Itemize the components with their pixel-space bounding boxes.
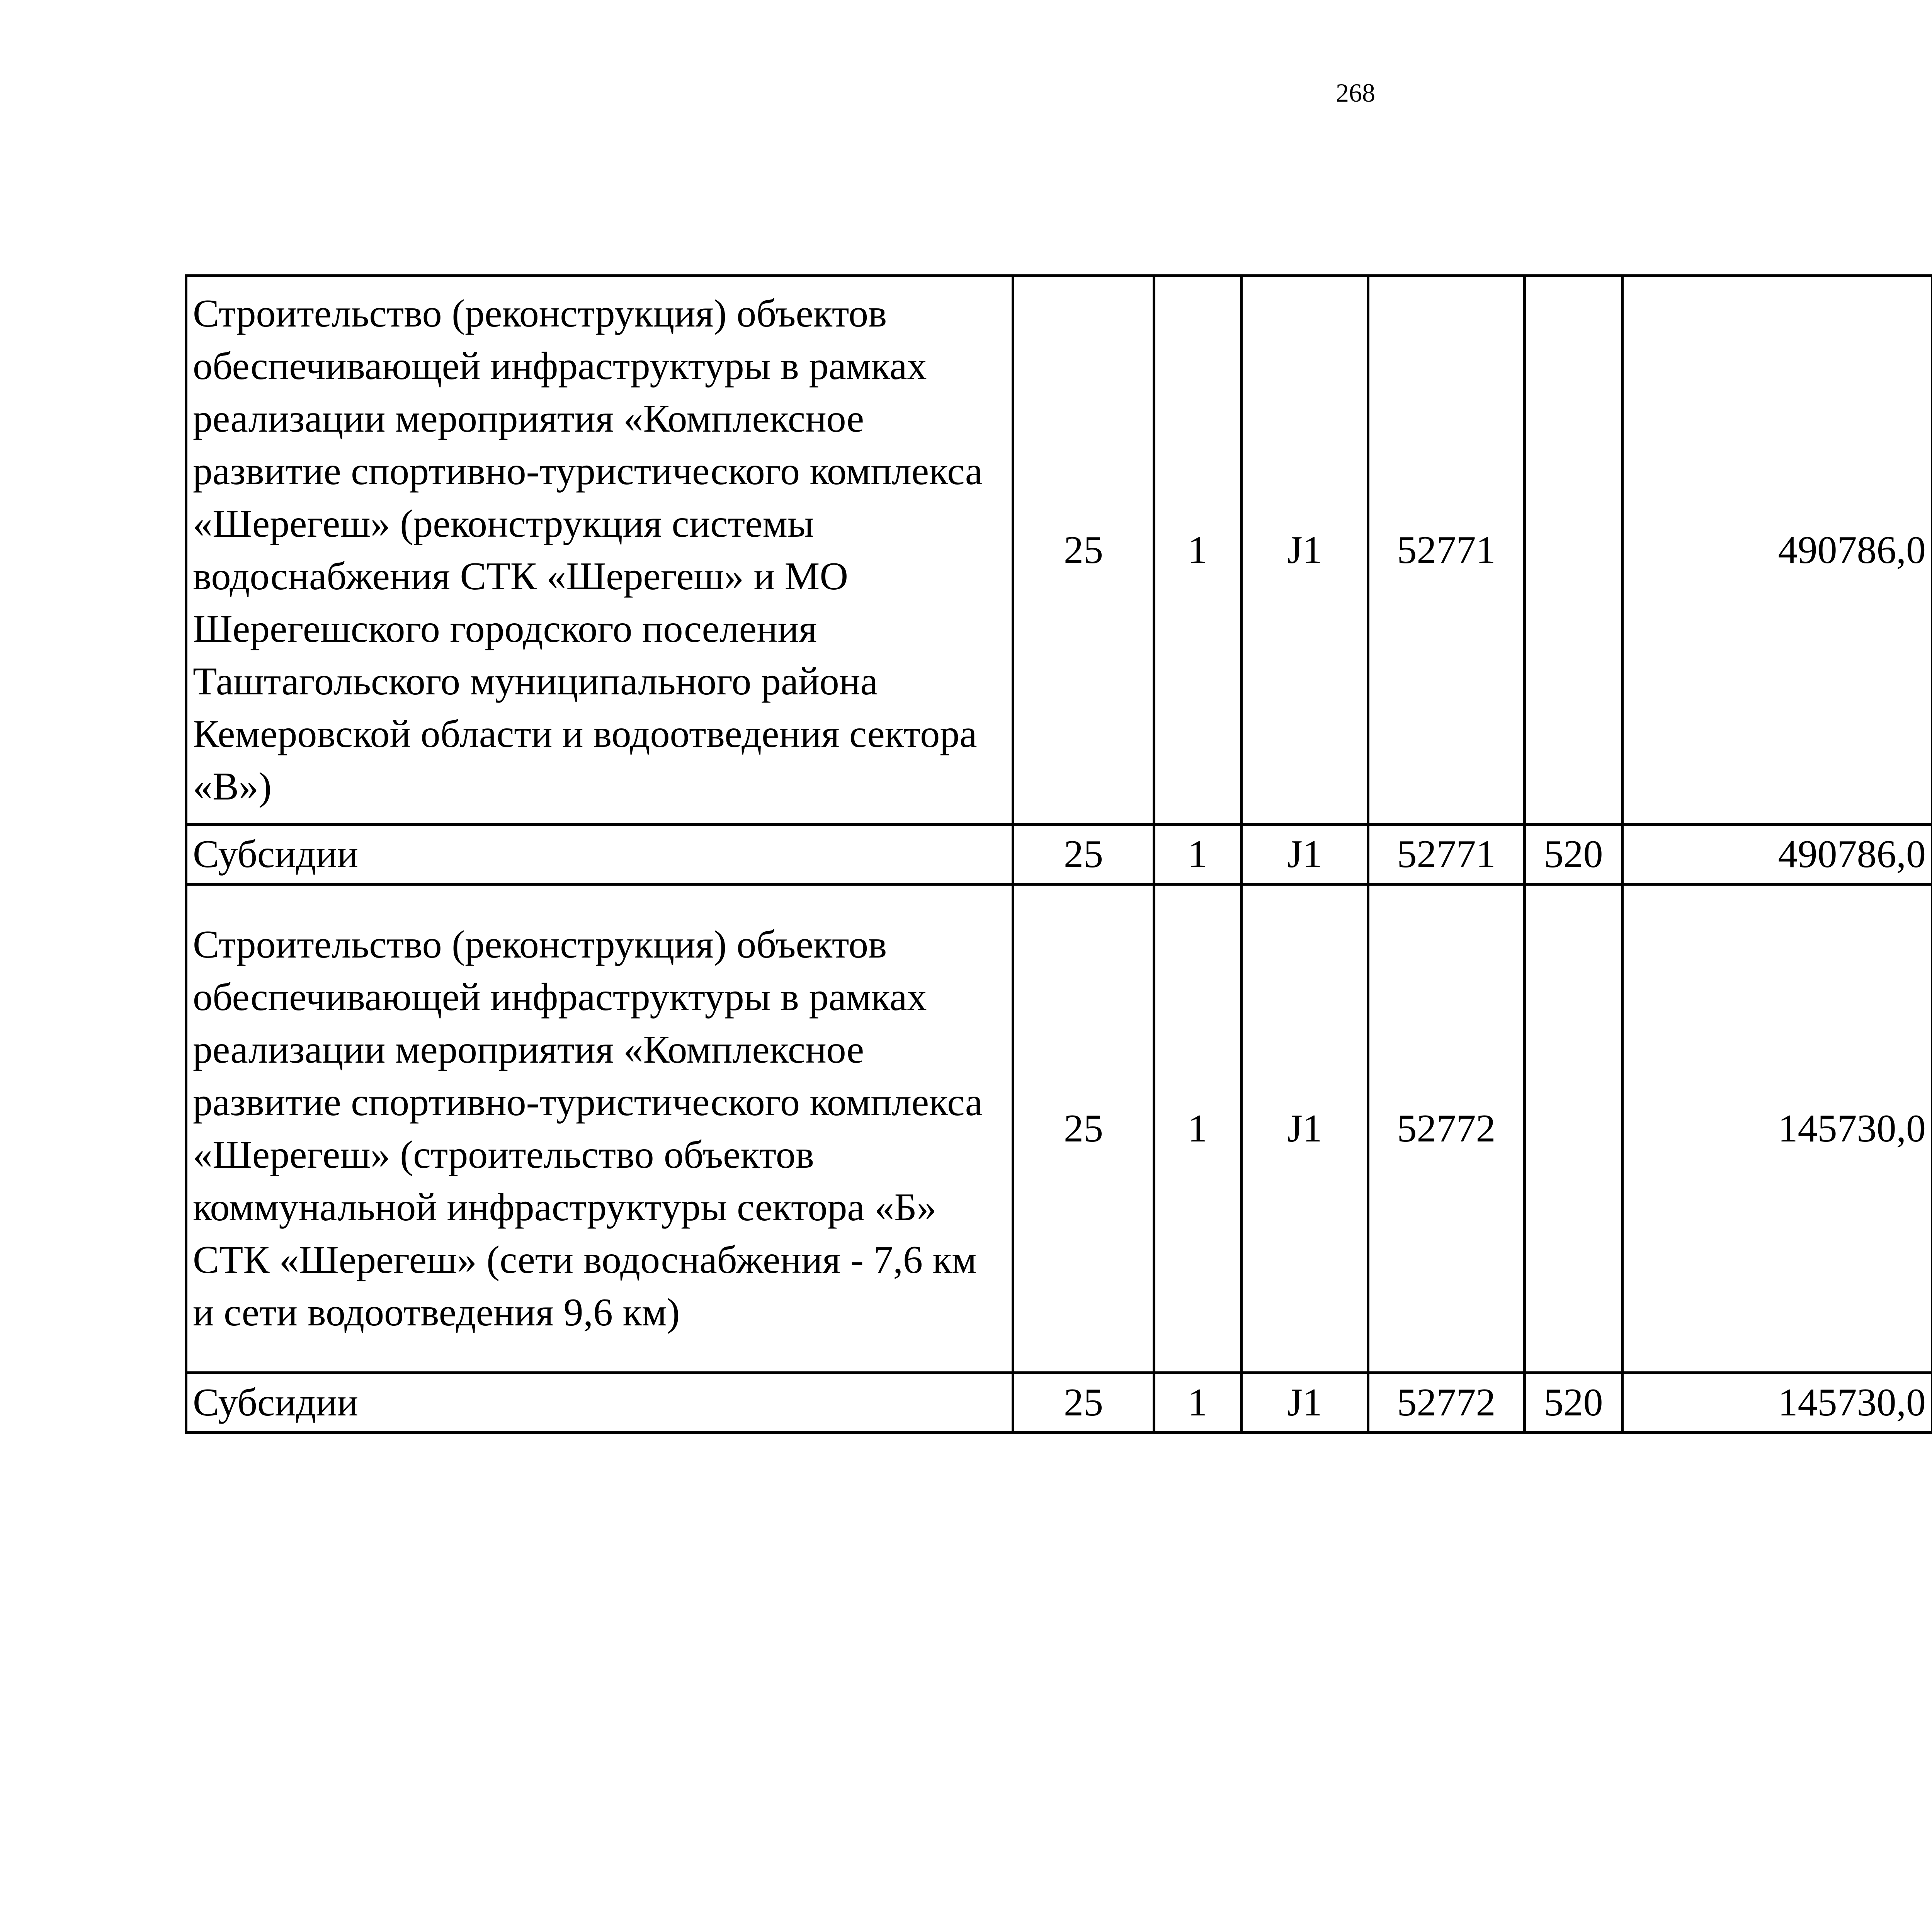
direction-code-cell: 52771 xyxy=(1368,825,1525,885)
expense-type-cell xyxy=(1525,276,1622,825)
amount-year1-cell: 490786,0 xyxy=(1622,276,1932,825)
table-row xyxy=(186,1373,1932,1433)
row-name-cell: Строительство (реконструкция) объектов обеспечивающей инфраструктуры в рамках реализации мероприятия «Комплексное развитие спортивно-туристического комплекса «Шерегеш» (строительство объектов коммунальной инфраструктуры сектора «Б» СТК «Шерегеш» (сети водоснабжения - 7,6 км и сети водоотведения 9,6 км) xyxy=(186,885,1013,1373)
table-row xyxy=(186,825,1932,885)
program-code-cell: 25 xyxy=(1013,1373,1154,1433)
program-code-cell: 25 xyxy=(1013,276,1154,825)
row-name-cell: Субсидии xyxy=(186,825,1013,885)
project-code-cell: J1 xyxy=(1242,276,1368,825)
expense-type-cell: 520 xyxy=(1525,825,1622,885)
direction-code-cell: 52771 xyxy=(1368,276,1525,825)
budget-table xyxy=(185,274,1932,1434)
direction-code-cell: 52772 xyxy=(1368,1373,1525,1433)
expense-type-cell xyxy=(1525,885,1622,1373)
amount-year1-cell: 145730,0 xyxy=(1622,885,1932,1373)
direction-code-cell: 52772 xyxy=(1368,885,1525,1373)
row-name-cell: Субсидии xyxy=(186,1373,1013,1433)
project-code-cell: J1 xyxy=(1242,1373,1368,1433)
subprogram-code-cell: 1 xyxy=(1154,825,1242,885)
program-code-cell: 25 xyxy=(1013,885,1154,1373)
page-number: 268 xyxy=(1336,78,1375,107)
program-code-cell: 25 xyxy=(1013,825,1154,885)
row-name-cell: Строительство (реконструкция) объектов обеспечивающей инфраструктуры в рамках реализации мероприятия «Комплексное развитие спортивно-туристического комплекса «Шерегеш» (реконструкция системы водоснабжения СТК «Шерегеш» и МО Шерегешского городского поселения Таштагольского муниципального района Кемеровской области и водоотведения сектора «В») xyxy=(186,276,1013,825)
table-row xyxy=(186,276,1932,825)
project-code-cell: J1 xyxy=(1242,825,1368,885)
amount-year1-cell: 490786,0 xyxy=(1622,825,1932,885)
amount-year1-cell: 145730,0 xyxy=(1622,1373,1932,1433)
subprogram-code-cell: 1 xyxy=(1154,276,1242,825)
project-code-cell: J1 xyxy=(1242,885,1368,1373)
expense-type-cell: 520 xyxy=(1525,1373,1622,1433)
subprogram-code-cell: 1 xyxy=(1154,1373,1242,1433)
subprogram-code-cell: 1 xyxy=(1154,885,1242,1373)
table-row xyxy=(186,885,1932,1373)
